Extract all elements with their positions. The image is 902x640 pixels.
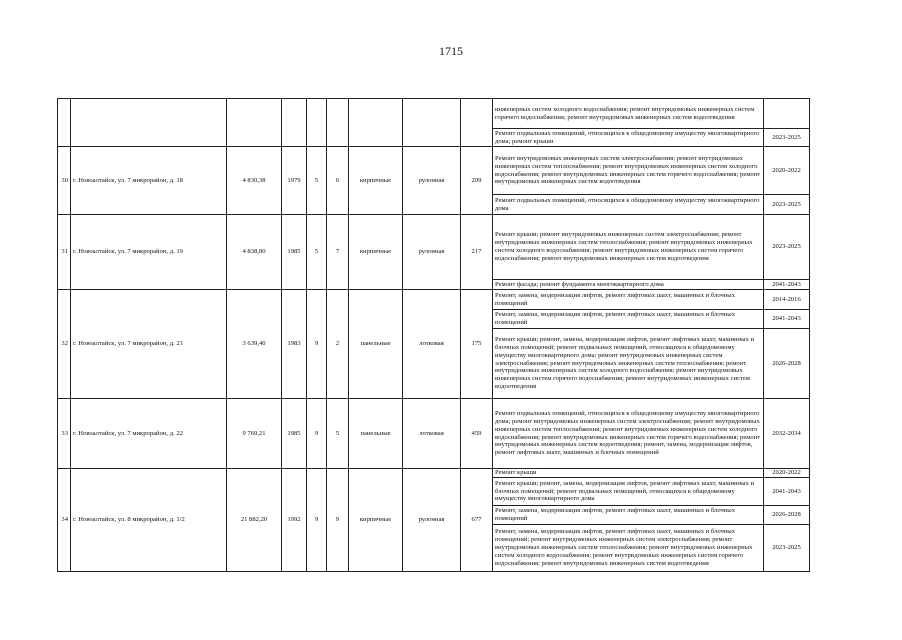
work-description: Ремонт, замена, модернизация лифтов, ремонт лифтовых шахт, машинных и блочных помещений: [493, 290, 764, 310]
empty-cell: [58, 99, 71, 147]
house-address: г. Новоалтайск, ул. 7 микрорайон, д. 22: [71, 399, 227, 469]
work-description: Ремонт подвальных помещений, относящихся к общедомовому имуществу многоквартирного дома: [493, 195, 764, 215]
empty-cell: [307, 99, 327, 147]
work-description: Ремонт фасада; ремонт фундамента многоквартирного дома: [493, 280, 764, 290]
roof-type: рулонная: [403, 215, 461, 290]
row-number: 30: [58, 147, 71, 215]
build-year: 1979: [282, 147, 307, 215]
work-description: инженерных систем холодного водоснабжения; ремонт внутридомовых инженерных систем горячего водоснабжения; ремонт внутридомовых инженерных систем водоотведения: [493, 99, 764, 129]
house-address: г. Новоалтайск, ул. 8 микрорайон, д. 1/2: [71, 469, 227, 572]
empty-cell: [227, 99, 282, 147]
work-period: 2032-2034: [764, 399, 810, 469]
wall-material: кирпичные: [349, 215, 403, 290]
work-period: 2014-2016: [764, 290, 810, 310]
work-description: Ремонт, замена, модернизация лифтов, ремонт лифтовых шахт, машинных и блочных помещений; ремонт внутридомовых инженерных систем электроснабжения; ремонт внутридомовых инженерных систем теплоснабжения; ремонт внутридомовых инженерных систем холодного водоснабжения; ремонт внутридомовых инженерных систем горячего водоснабжения; ремонт внутридомовых инженерных систем водоотведения: [493, 525, 764, 572]
table-row: [58, 215, 810, 280]
empty-cell: [349, 99, 403, 147]
row-number: 31: [58, 215, 71, 290]
house-address: г. Новоалтайск, ул. 7 микрорайон, д. 19: [71, 215, 227, 290]
work-period: 2041-2043: [764, 478, 810, 506]
build-year: 1992: [282, 469, 307, 572]
empty-cell: [327, 99, 349, 147]
residents-count: 209: [461, 147, 493, 215]
work-period: 2023-2025: [764, 129, 810, 147]
table-row: [58, 399, 810, 469]
table-row: [58, 290, 810, 310]
work-period: 2041-2043: [764, 310, 810, 329]
work-description: Ремонт, замена, модернизация лифтов, ремонт лифтовых шахт, машинных и блочных помещений: [493, 506, 764, 525]
work-period: [764, 99, 810, 129]
row-number: 34: [58, 469, 71, 572]
entrances-count: 9: [327, 469, 349, 572]
entrances-count: 2: [327, 290, 349, 399]
wall-material: панельные: [349, 290, 403, 399]
wall-material: кирпичные: [349, 469, 403, 572]
work-period: 2026-2028: [764, 506, 810, 525]
total-area: 3 639,40: [227, 290, 282, 399]
work-description: Ремонт крыши; ремонт, замена, модернизация лифтов, ремонт лифтовых шахт, машинных и блочных помещений; ремонт подвальных помещений, относящихся к общедомовому имуществу многоквартирного дома: [493, 478, 764, 506]
work-description: Ремонт подвальных помещений, относящихся к общедомовому имуществу многоквартирного дома; ремонт крыши: [493, 129, 764, 147]
work-description: Ремонт крыши: [493, 469, 764, 478]
work-period: 2020-2022: [764, 147, 810, 195]
residents-count: 677: [461, 469, 493, 572]
floors-count: 9: [307, 399, 327, 469]
build-year: 1985: [282, 215, 307, 290]
entrances-count: 6: [327, 147, 349, 215]
empty-cell: [403, 99, 461, 147]
floors-count: 9: [307, 469, 327, 572]
repair-program-table: [57, 98, 810, 572]
empty-cell: [461, 99, 493, 147]
work-description: Ремонт крыши; ремонт внутридомовых инженерных систем электроснабжения; ремонт внутридомовых инженерных систем теплоснабжения; ремонт внутридомовых инженерных систем холодного водоснабжения; ремонт внутридомовых инженерных систем горячего водоснабжения; ремонт внутридомовых инженерных систем водоотведения: [493, 215, 764, 280]
work-period: 2041-2043: [764, 280, 810, 290]
row-number: 32: [58, 290, 71, 399]
roof-type: лотковая: [403, 290, 461, 399]
table-row: [58, 147, 810, 195]
total-area: 4 830,38: [227, 147, 282, 215]
wall-material: кирпичные: [349, 147, 403, 215]
wall-material: панельные: [349, 399, 403, 469]
entrances-count: 5: [327, 399, 349, 469]
work-period: 2020-2022: [764, 469, 810, 478]
residents-count: 217: [461, 215, 493, 290]
residents-count: 459: [461, 399, 493, 469]
residents-count: 175: [461, 290, 493, 399]
house-address: г. Новоалтайск, ул. 7 микрорайон, д. 18: [71, 147, 227, 215]
work-period: 2023-2025: [764, 215, 810, 280]
floors-count: 5: [307, 147, 327, 215]
work-period: 2023-2025: [764, 195, 810, 215]
floors-count: 9: [307, 290, 327, 399]
total-area: 4 838,80: [227, 215, 282, 290]
work-description: Ремонт внутридомовых инженерных систем электроснабжения; ремонт внутридомовых инженерных систем теплоснабжения; ремонт внутридомовых инженерных систем холодного водоснабжения; ремонт внутридомовых инженерных систем горячего водоснабжения; ремонт внутридомовых инженерных систем водоотведения: [493, 147, 764, 195]
total-area: 9 769,21: [227, 399, 282, 469]
roof-type: рулонная: [403, 469, 461, 572]
build-year: 1983: [282, 290, 307, 399]
empty-cell: [71, 99, 227, 147]
table-row: [58, 99, 810, 129]
work-period: 2023-2025: [764, 525, 810, 572]
work-period: 2026-2028: [764, 329, 810, 399]
work-description: Ремонт подвальных помещений, относящихся к общедомовому имуществу многоквартирного дома; ремонт внутридомовых инженерных систем электроснабжения; ремонт внутридомовых инженерных систем теплоснабжения; ремонт внутридомовых инженерных систем холодного водоснабжения; ремонт внутридомовых инженерных систем горячего водоснабжения; ремонт внутридомовых инженерных систем водоотведения; ремонт, замена, модернизация лифтов, ремонт лифтовых шахт, машинных и блочных помещений: [493, 399, 764, 469]
table-row: [58, 469, 810, 478]
roof-type: лотковая: [403, 399, 461, 469]
table-body: [58, 99, 810, 572]
total-area: 21 882,20: [227, 469, 282, 572]
house-address: г. Новоалтайск, ул. 7 микрорайон, д. 21: [71, 290, 227, 399]
empty-cell: [282, 99, 307, 147]
work-description: Ремонт, замена, модернизация лифтов, ремонт лифтовых шахт, машинных и блочных помещений: [493, 310, 764, 329]
entrances-count: 7: [327, 215, 349, 290]
work-description: Ремонт крыши; ремонт, замена, модернизация лифтов, ремонт лифтовых шахт, машинных и блочных помещений; ремонт подвальных помещений, относящихся к общедомовому имуществу многоквартирного дома; ремонт внутридомовых инженерных систем электроснабжения; ремонт внутридомовых инженерных систем теплоснабжения; ремонт внутридомовых инженерных систем холодного водоснабжения; ремонт внутридомовых инженерных систем горячего водоснабжения; ремонт внутридомовых инженерных систем водоотведения: [493, 329, 764, 399]
roof-type: рулонная: [403, 147, 461, 215]
floors-count: 5: [307, 215, 327, 290]
build-year: 1985: [282, 399, 307, 469]
row-number: 33: [58, 399, 71, 469]
page-number: 1715: [439, 44, 463, 58]
